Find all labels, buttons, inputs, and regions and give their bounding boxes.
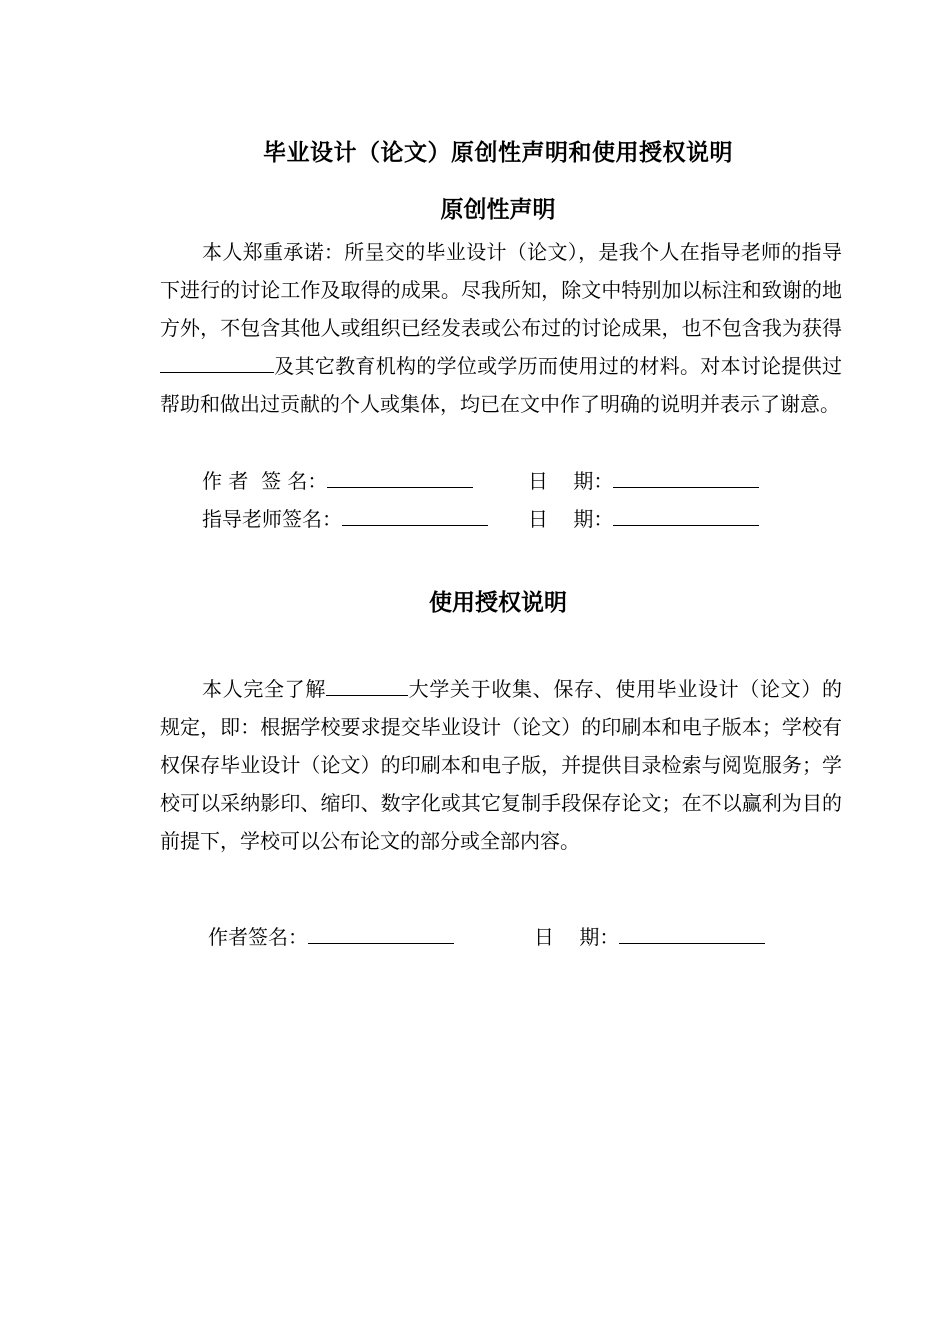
advisor-sign-label: 指导老师签名： — [202, 507, 342, 531]
authorization-heading: 使用授权说明 — [429, 590, 567, 616]
date-blank — [613, 467, 759, 488]
originality-text-part1: 本人郑重承诺：所呈交的毕业设计（论文），是我个人在指导老师的指导下进行的讨论工作及取得的成果。尽我所知，除文中特别加以标注和致谢的地方外，不包含其他人或组织已经发表或公布过的讨论成果，也不包含我为获得 — [160, 240, 842, 340]
author-sign-blank — [308, 923, 454, 944]
originality-text-part2: 及其它教育机构的学位或学历而使用过的材料。对本讨论提供过帮助和做出过贡献的个人或集体，均已在文中作了明确的说明并表示了谢意。 — [160, 354, 842, 416]
author-sign-blank — [327, 467, 473, 488]
university-blank — [326, 675, 408, 696]
originality-heading: 原创性声明 — [440, 197, 556, 223]
author-signature-row — [202, 462, 802, 500]
date-label: 日 期： — [534, 925, 620, 949]
originality-paragraph — [160, 233, 842, 423]
date-blank — [613, 505, 759, 526]
advisor-signature-row — [202, 500, 802, 538]
author-sign-label: 作者签名： — [208, 925, 308, 949]
author-sign-label: 作 者 签 名： — [202, 469, 328, 493]
date-label: 日 期： — [528, 469, 614, 493]
date-blank — [619, 923, 765, 944]
authorization-text-part1: 本人完全了解 — [202, 677, 326, 701]
authorization-signature-row — [208, 918, 808, 956]
document-title: 毕业设计（论文）原创性声明和使用授权说明 — [263, 140, 733, 166]
advisor-sign-blank — [342, 505, 488, 526]
date-label: 日 期： — [528, 507, 614, 531]
degree-blank — [160, 352, 274, 373]
authorization-paragraph — [160, 670, 842, 860]
authorization-text-part2: 大学关于收集、保存、使用毕业设计（论文）的规定，即：根据学校要求提交毕业设计（论文）的印刷本和电子版本；学校有权保存毕业设计（论文）的印刷本和电子版，并提供目录检索与阅览服务；学校可以采纳影印、缩印、数字化或其它复制手段保存论文；在不以赢利为目的前提下，学校可以公布论文的部分或全部内容。 — [160, 677, 842, 853]
